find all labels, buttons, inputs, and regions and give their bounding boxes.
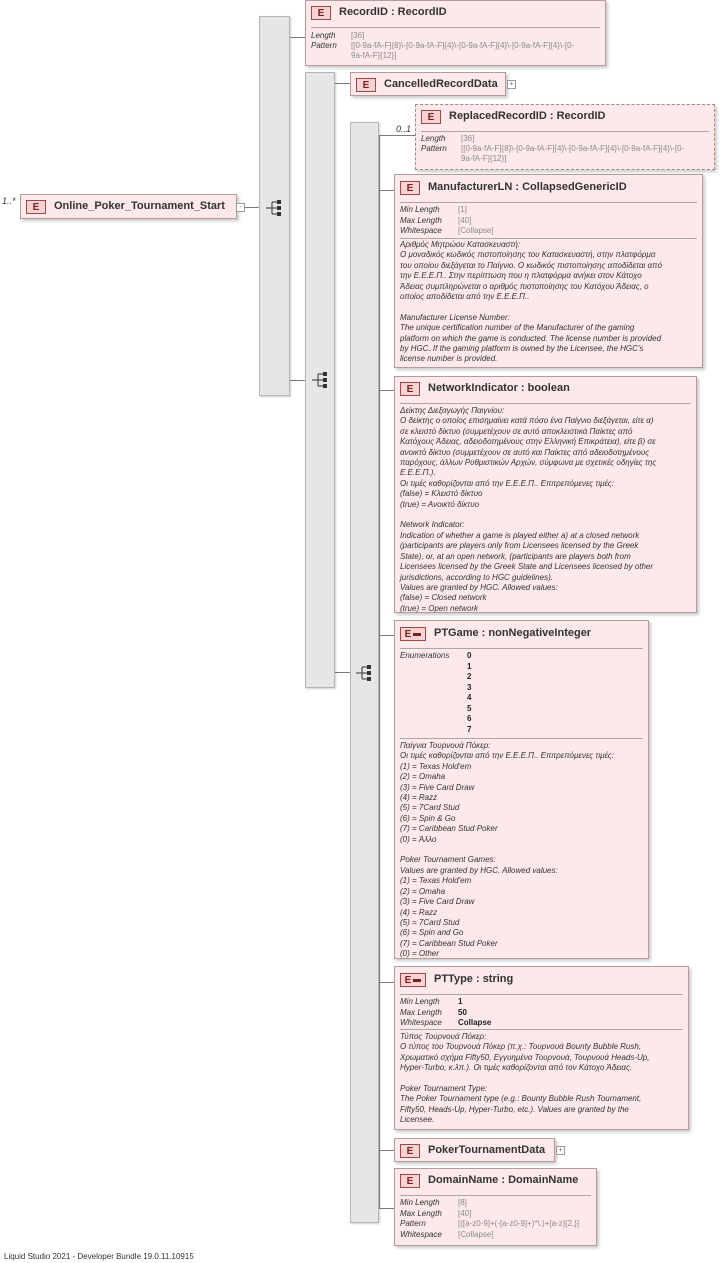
facet-label: Whitespace [400,1229,442,1239]
connector [290,37,305,38]
element-icon: E [400,181,420,195]
divider [400,1029,683,1030]
divider [400,994,683,995]
element-name: CancelledRecordData [384,78,498,90]
enumeration-value: 1 [467,661,472,671]
connector [379,190,394,191]
facet-label: Pattern [311,41,337,50]
divider [400,648,643,649]
facet-value: [Collapse] [458,1229,494,1239]
facet-value: [[0-9a-fA-F]{8}\-[0-9a-fA-F]{4}\-[0-9a-fA-F]{4}\-[0-9a-fA-F]{4}\-[0- [351,41,575,50]
element-icon: E [26,200,46,214]
enumeration-value: 6 [467,714,472,723]
connector [379,1208,394,1209]
enumeration-value: 4 [467,693,472,702]
element-box-pttype[interactable] [394,966,689,1130]
element-icon: E [421,110,441,124]
facet-list [311,31,601,63]
collapse-toggle[interactable]: - [236,203,245,212]
documentation: Τύπος Τουρνουά Πόκερ: Ο τύπος του Τουρνουά Πόκερ (π.χ.: Τουρνουά Bounty Bubble Rush, Χρωματικό σχήμα Fifty50, Εγγυημένα Τουρνουά, Τουρνουά Heads-Up, Hyper-Turbo, κ.λπ.). Οι τιμές καθορίζονται από τον Κάτοχο Άδειας. Poker Tournament Type: The Poker Tournament type (e.g.: Bounty Bubble Rush Tournament, Fifty50, Heads-Up, Hyper-Turbo, etc.). Values are granted by the Licensee. [400,1032,650,1125]
facet-label: Whitespace [400,1018,442,1027]
element-icon: E [311,6,331,20]
divider [400,403,691,404]
facet-label: Length [421,134,446,143]
sequence-icon [312,372,330,388]
facet-label: Length [311,31,336,40]
connector [290,380,305,381]
facet-list [400,1198,595,1242]
connector [379,135,380,1208]
enumeration-value: 7 [467,724,472,734]
divider [400,1195,591,1196]
facet-value: [[0-9a-fA-F]{8}\-[0-9a-fA-F]{4}\-[0-9a-fA-F]{4}\-[0-9a-fA-F]{4}\-[0- [461,144,685,153]
facet-value: Collapse [458,1018,492,1027]
element-simple-type-icon: E [400,973,426,987]
documentation: Αριθμός Μητρώου Κατασκευαστή: Ο μοναδικός κωδικός πιστοποίησης του Κατασκευαστή, στην πλατφόρμα του οποίου διεξάγεται το Παίγνιο. Ο κωδικός πιστοποίησης αποδίδεται από την Ε.Ε.Ε.Π.. Στην περίπτωση που η πλατφόρμα ανήκει στον Κάτοχο Άδειας συμπληρώνεται ο αριθμός πιστοποίησης του Κατόχου Άδειας, ο οποίος αποδίδεται από την Ε.Ε.Ε.Π.. Manufacturer License Number: The unique certification number of the Manufacturer of the gaming platform on which the game is conducted. The license number is provided by HGC. If the gaming platform is owned by the Licensee, the HGC's license number is provided. [400,240,662,364]
facet-value: [Collapse] [458,226,494,235]
facet-label: Min Length [400,1198,440,1207]
root-cardinality: 1..* [2,196,16,206]
element-box-recordid[interactable] [305,0,606,66]
facet-list [400,997,680,1029]
enumeration-value: 0 [467,651,472,660]
root-element-name: Online_Poker_Tournament_Start [54,200,225,212]
divider [400,738,643,739]
facet-list [421,134,711,168]
divider [400,202,697,203]
sequence-icon [266,200,284,216]
footer-text: Liquid Studio 2021 - Developer Bundle 19.0.11.10915 [4,1252,194,1261]
sequence-icon [356,665,374,681]
facet-label: Max Length [400,1208,442,1218]
facet-value: [([a-z0-9]+(-[a-z0-9]+)*\.)+[a-z]{2,}] [458,1219,580,1228]
connector [379,135,415,136]
element-icon: E [400,1144,420,1158]
facet-value: 1 [458,997,463,1006]
facet-value: [40] [458,1208,472,1218]
enumeration-value: 3 [467,682,472,692]
facet-value: [1] [458,205,467,214]
facet-label: Min Length [400,205,440,214]
facet-label: Enumerations [400,651,450,660]
expand-toggle[interactable]: + [507,80,516,89]
element-box-domainname[interactable] [394,1168,597,1246]
element-box-networkindicator[interactable] [394,376,697,613]
facet-label: Whitespace [400,226,442,235]
connector [335,83,350,84]
facet-label: Pattern [421,144,447,153]
cardinality: 0..1 [396,124,412,134]
element-name: PokerTournamentData [428,1144,546,1156]
facet-list [400,205,690,237]
enumeration-list [400,651,640,737]
element-name: DomainName : DomainName [428,1174,579,1186]
documentation: Παίγνια Τουρνουά Πόκερ: Οι τιμές καθορίζονται από την Ε.Ε.Ε.Π.. Επιτρεπόμενες τιμές: (1) = Texas Hold'em (2) = Omaha (3) = Five Card Draw (4) = Razz (5) = 7Card Stud (6) = Spin & Go (7) = Caribbean Stud Poker (0) = Άλλο Poker Tournament Games: Values are granted by HGC. Allowed values: (1) = Texas Hold'em (2) = Omaha (3) = Five Card Draw (4) = Razz (5) = 7Card Stud (6) = Spin and Go (7) = Caribbean Stud Poker (0) = Other [400,741,614,959]
connector [335,672,350,673]
facet-label: Max Length [400,1007,442,1017]
element-icon: E [400,382,420,396]
element-name: ManufacturerLN : CollapsedGenericID [428,181,627,193]
element-icon: E [400,1174,420,1188]
facet-label: Min Length [400,997,440,1006]
element-box-replacedrecordid[interactable] [415,104,715,170]
facet-value: 9a-fA-F]{12}] [461,154,507,163]
facet-value: [8] [458,1198,467,1207]
expand-toggle[interactable]: + [556,1146,565,1155]
facet-value: [40] [458,215,472,225]
divider [311,27,600,28]
connector [379,390,394,391]
element-box-ptgame[interactable] [394,620,649,959]
facet-value: 9a-fA-F]{12}] [351,51,397,60]
facet-label: Max Length [400,215,442,225]
facet-value: [36] [351,31,365,40]
facet-label: Pattern [400,1219,426,1228]
element-name: ReplacedRecordID : RecordID [449,110,606,122]
enumeration-value: 2 [467,672,472,681]
element-simple-type-icon: E [400,627,426,641]
divider [400,238,697,239]
divider [421,131,709,132]
connector [379,1150,394,1151]
element-name: PTType : string [434,973,514,985]
element-box-cancelledrecorddata[interactable] [350,72,506,96]
element-box-pokertournamentdata[interactable] [394,1138,555,1162]
element-name: RecordID : RecordID [339,6,447,18]
connector [245,207,259,208]
element-name: PTGame : nonNegativeInteger [434,627,592,639]
connector [379,982,394,983]
facet-value: [36] [461,134,475,143]
element-icon: E [356,78,376,92]
element-box-manufacturerln[interactable] [394,174,703,368]
element-name: NetworkIndicator : boolean [428,382,570,394]
connector [379,635,394,636]
documentation: Δείκτης Διεξαγωγής Παιγνίου: Ο δείκτης ο οποίος επισημαίνει κατά πόσο ένα Παίγνιο διεξάγεται, είτε α) σε κλειστό δίκτυο (συμμετέχουν σε αυτό αποκλειστικά Παίκτες από Κατόχους Άδειας, αδειοδοτημένους στην Ελληνική Επικράτεια), είτε β) σε ανοικτό δίκτυο (συμμετέχουν σε αυτό και Παίκτες από αδειοδοτημένους παρόχους, άλλων Ρυθμιστικών Αρχών, σύμφωνα με σχετικές οδηγίες της Ε.Ε.Ε.Π.). Οι τιμές καθορίζονται από την Ε.Ε.Ε.Π.. Επιτρεπόμενες τιμές: (false) = Κλειστό δίκτυο (true) = Ανοικτό δίκτυο Network Indicator: Indication of whether a game is played either a) at a closed network (participants are players only from Licensees licensed by the Greek State), or, at an open network, (participants are players both from Licensees licensed by the Greek State and Licensees licensed by other jurisdictions, according to HGC guidelines). Values are granted by HGC. Allowed values: (false) = Closed network (true) = Open network [400,406,657,613]
facet-value: 50 [458,1007,467,1017]
enumeration-value: 5 [467,703,472,713]
root-element-box[interactable] [20,194,237,219]
